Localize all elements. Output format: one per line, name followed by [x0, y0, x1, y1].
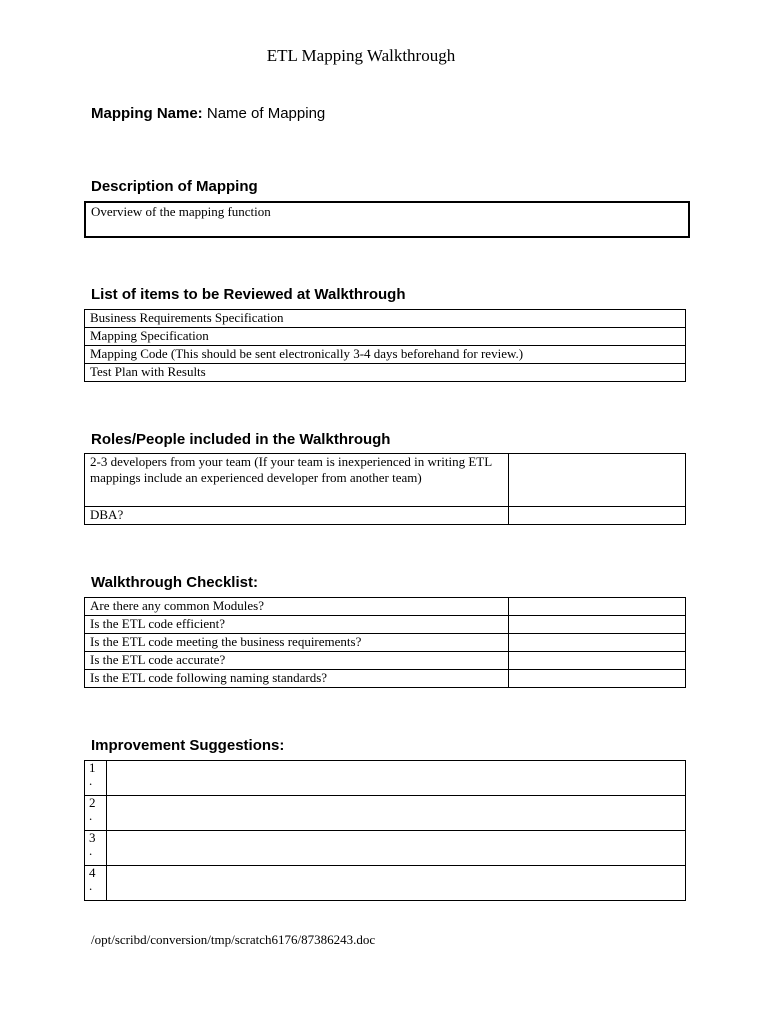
role-cell: 2-3 developers from your team (If your team is inexperienced in writing ETL mappings include an experienced developer from another team) — [85, 454, 509, 507]
table-row — [85, 507, 686, 525]
table-row — [85, 670, 686, 688]
table-row — [85, 346, 686, 364]
checklist-table — [84, 597, 686, 688]
review-item: Mapping Specification — [85, 328, 686, 346]
checklist-answer-cell[interactable] — [509, 670, 686, 688]
table-row — [85, 634, 686, 652]
table-row — [85, 616, 686, 634]
checklist-answer-cell[interactable] — [509, 652, 686, 670]
table-row — [85, 202, 689, 237]
table-row — [85, 866, 686, 901]
checklist-question: Is the ETL code meeting the business requirements? — [85, 634, 509, 652]
description-heading: Description of Mapping — [91, 178, 258, 195]
mapping-name-line — [91, 105, 325, 122]
file-path-footer: /opt/scribd/conversion/tmp/scratch6176/87386243.doc — [91, 932, 376, 947]
improvement-text-cell[interactable] — [107, 761, 686, 796]
role-value-cell[interactable] — [509, 507, 686, 525]
improvement-text-cell[interactable] — [107, 831, 686, 866]
improvement-number: 1 . — [85, 761, 107, 796]
table-row — [85, 310, 686, 328]
table-row — [85, 796, 686, 831]
mapping-name-label: Mapping Name: — [91, 105, 203, 122]
review-item: Business Requirements Specification — [85, 310, 686, 328]
role-cell: DBA? — [85, 507, 509, 525]
description-text: Overview of the mapping function — [91, 204, 271, 219]
checklist-question: Is the ETL code efficient? — [85, 616, 509, 634]
table-row — [85, 831, 686, 866]
checklist-answer-cell[interactable] — [509, 634, 686, 652]
roles-table — [84, 453, 686, 525]
role-value-cell[interactable] — [509, 454, 686, 507]
checklist-question: Are there any common Modules? — [85, 598, 509, 616]
mapping-name-value: Name of Mapping — [206, 105, 326, 122]
description-table — [84, 201, 690, 238]
improvement-text-cell[interactable] — [107, 866, 686, 901]
checklist-heading: Walkthrough Checklist: — [91, 574, 258, 591]
improvement-number: 2 . — [85, 796, 107, 831]
checklist-answer-cell[interactable] — [509, 616, 686, 634]
improvements-heading: Improvement Suggestions: — [91, 737, 285, 754]
roles-heading: Roles/People included in the Walkthrough — [91, 431, 391, 448]
review-items-table — [84, 309, 686, 382]
document-title: ETL Mapping Walkthrough — [266, 46, 456, 65]
table-row — [85, 652, 686, 670]
table-row — [85, 364, 686, 382]
improvement-number: 3 . — [85, 831, 107, 866]
table-row — [85, 761, 686, 796]
improvement-text-cell[interactable] — [107, 796, 686, 831]
checklist-answer-cell[interactable] — [509, 598, 686, 616]
review-item: Mapping Code (This should be sent electronically 3-4 days beforehand for review.) — [85, 346, 686, 364]
table-row — [85, 454, 686, 507]
checklist-question: Is the ETL code accurate? — [85, 652, 509, 670]
improvement-number: 4 . — [85, 866, 107, 901]
table-row — [85, 598, 686, 616]
review-items-heading: List of items to be Reviewed at Walkthrough — [91, 286, 406, 303]
review-item: Test Plan with Results — [85, 364, 686, 382]
improvements-table — [84, 760, 686, 901]
table-row — [85, 328, 686, 346]
checklist-question: Is the ETL code following naming standards? — [85, 670, 509, 688]
